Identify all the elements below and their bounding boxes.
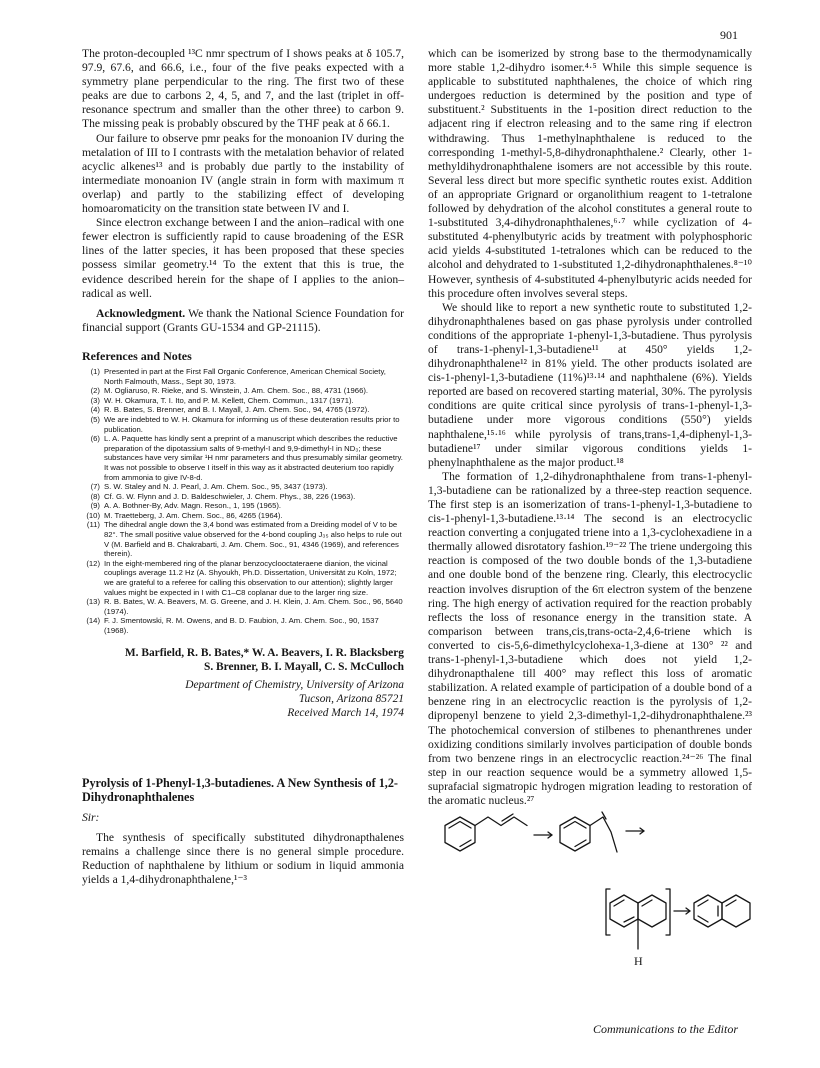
reference-item	[82, 434, 404, 482]
reference-item	[82, 396, 404, 406]
references-list	[82, 367, 404, 636]
reference-text: In the eight-membered ring of the planar benzocyclooctateraene dianion, the vicinal couplings average 11.2 Hz (A. Shyoukh, Ph.D. Dissertation, Universität zu Koln, 1972; we are grateful to a referee for calling this observation to our attention); slightly larger values might be expected in I with C1–C8 coplanar due to the larger ring size.	[104, 558, 397, 597]
article-title: Pyrolysis of 1-Phenyl-1,3-butadienes. A New Synthesis of 1,2-Dihydronaphthalenes	[82, 775, 398, 805]
paragraph: The formation of 1,2-dihydronaphthalene from trans-1-phenyl-1,3-butadiene can be rationalized by a three-step reaction sequence. The first step is an isomerization of trans-1-phenyl-1,3-butadiene to cis-1-phenyl-1,3-butadiene.¹³·¹⁴ The second is an electrocyclic reaction converting a conjugated triene into a 1,3-cyclohexadiene in a thermally allowed disrotatory fashion.¹⁹⁻²² The triene undergoing this reaction is composed of the two double bonds of the 1,3-butadiene and one double bond of the benzene ring. Clearly, this electrocyclic reaction involves disruption of the 6π electron system of the benzene ring. The high energy of activation required for the reaction probably reflects the loss of resonance energy in the transition state. A comparison between trans,cis,trans-octa-2,4,6-triene which is converted to cis-5,6-dimethylcyclohexa-1,3-diene at 130° ²² and trans-1-phenyl-1,3-butadiene which does not yield 1,2-dihydronapthalene till 400° may reflect this loss of aromatic stabilization. A related example of participation of a double bond of a benzene ring in an electrocyclic reaction is the pyrolysis of 1,2-dipropenyl benzene to yield 2,3-dimethyl-1,2-dihydronaphthalene.²³ The photochemical conversion of stilbenes to phenanthrenes under oxidizing conditions similarly involves participation of double bonds from two benzene rings in an electrocyclic reaction.²⁴⁻²⁶ The final step in our reaction sequence would be a symmetry allowed 1,5-suprafacial sigmatropic hydrogen migration leading to restoration of the aromatic nucleus.²⁷	[428, 469, 752, 807]
reference-number: (14)	[86, 616, 100, 626]
reference-item	[82, 405, 404, 415]
reference-item	[82, 492, 404, 502]
dihydronaphthalene-structure	[694, 895, 750, 927]
reference-text: A. A. Bothner-By, Adv. Magn. Reson., 1, 195 (1965).	[104, 501, 282, 511]
reference-text: M. Ogliaruso, R. Rieke, and S. Winstein, J. Am. Chem. Soc., 88, 4731 (1966).	[104, 386, 369, 396]
reference-number: (2)	[90, 386, 100, 396]
intermediate-structure	[606, 889, 670, 949]
paragraph: Our failure to observe pmr peaks for the monoanion IV during the metalation of III to I contrasts with the metalation behavior of related acyclic alkenes¹³ and is probably due partly to the instability of intermediate monoanion IV (angle strain in form with maximum π overlap) and partly to the stabilizing effect of developing homoaromaticity on the transition state between IV and I.	[82, 131, 404, 216]
authors	[82, 646, 404, 674]
paragraph: which can be isomerized by strong base to the thermodynamically more stable 1,2-dihydro isomer.⁴·⁵ While this simple sequence is applicable to substituted naphthalenes, the choice of which ring undergoes reduction is determined by the position and type of substituent.² Substituents in the 1-position direct reduction to the adjacent ring if electron releasing and to the same ring if electron withdrawing. Thus 1-methylnaphthalene is reduced to the corresponding 1-methyl-5,8-dihydronaphthalene.² Clearly, other 1-methyldihydronaphthalene isomers are not accessible by this route. Several less direct but more specific synthetic routes exist. Addition of an appropriate Grignard or organolithium reagent to 1-tetralone followed by dehydration of the alcohol constitutes a general route to 1-substituted 3,4-dihydronaphthalenes,⁶·⁷ while cyclization of 4-substituted 4-phenylbutyric acids by treatment with polyphosphoric acid yields 4-substituted 1-tetralones which can be reduced to the alcohol and dehydrated to 1-substituted 1,2-dihydronaphthalenes.⁸⁻¹⁰ However, synthesis of 4-substituted 4-phenylbutyric acids needed for this procedure often involves several steps.	[428, 47, 752, 300]
reference-number: (9)	[90, 501, 100, 511]
acknowledgment-text: We thank the National Science Foundation for financial support (Grants GU-1534 and GP-21115).	[82, 306, 404, 334]
footer-section: Communications to the Editor	[593, 1022, 738, 1036]
affiliation: Department of Chemistry, University of Arizona	[185, 678, 404, 691]
paragraph: The synthesis of specifically substituted dihydronapthalenes remains a challenge since there is no general simple procedure. Reduction of naphthalene by lithium or sodium in liquid ammonia yields a 1,4-dihydronaphthalene,¹⁻³	[82, 830, 404, 887]
reference-number: (1)	[90, 366, 100, 376]
acknowledgment-label: Acknowledgment.	[96, 306, 186, 320]
reference-item	[82, 616, 404, 635]
arrow-icon	[626, 828, 644, 834]
acknowledgment	[82, 307, 404, 335]
reference-item	[82, 367, 404, 386]
reference-number: (3)	[90, 395, 100, 405]
arrow-icon	[534, 832, 552, 838]
reference-text: The dihedral angle down the 3,4 bond was estimated from a Dreiding model of V to be 82°. The small positive value observed for the 4-bond coupling J₃₅ also helps to rule out V (M. Barfield and B. Chakrabarti, J. Am. Chem. Soc., 91, 4346 (1969), and references therein).	[104, 520, 402, 559]
references-heading: References and Notes	[82, 348, 192, 363]
reference-text: S. W. Staley and N. J. Pearl, J. Am. Chem. Soc., 95, 3437 (1973).	[104, 482, 328, 492]
reference-text: We are indebted to W. H. Okamura for informing us of these deuteration results prior to publication.	[104, 414, 400, 434]
reference-text: L. A. Paquette has kindly sent a preprint of a manuscript which describes the reductive preparation of the dipotassium salts of 9-methyl-I and 9,9-dimethyl-I in ND₃; these substances have very similar ¹H nmr parameters and thus presumably similar geometry. It was not possible to observe I itself in this way as it abstracted deuterium too rapidly from ammonia to give IV-8-d.	[104, 434, 403, 482]
reference-item	[82, 482, 404, 492]
authors-line: S. Brenner, B. I. Mayall, C. S. McCulloch	[204, 660, 404, 673]
reference-item	[82, 597, 404, 616]
reference-number: (4)	[90, 405, 100, 415]
paragraph: Since electron exchange between I and the anion–radical with one fewer electron is sufficiently rapid to cause broadening of the ESR lines of the latter species, it has been proposed that these species possess similar geometry.¹⁴ To the extent that this is true, the evidence described herein for the shape of I applies to the anion–radical as well.	[82, 216, 404, 300]
reference-item	[82, 520, 404, 558]
reference-number: (11)	[86, 520, 100, 530]
affiliation-address: Tucson, Arizona 85721	[298, 692, 404, 705]
reference-item	[82, 511, 404, 521]
reference-item	[82, 386, 404, 396]
salutation: Sir:	[82, 810, 100, 824]
paragraph: We should like to report a new synthetic route to substituted 1,2-dihydronaphthalenes based on gas phase pyrolysis under controlled conditions of the appropriate 1-phenyl-1,3-butadiene. Thus pyrolysis of trans-1-phenyl-1,3-butadiene¹¹ at 450° yields 1,2-dihydronaphthalene¹² in 81% yield. The other products isolated are cis-1-phenyl-1,3-butadiene (11%)¹³·¹⁴ and naphthalene (6%). Yields reported are based on recovered starting material, 30%. The pyrolysis conditions are quite critical since pyrolysis of trans-1-phenyl-1,3-butadiene under more vigorous conditions (550°) yields naphthalene,¹⁵·¹⁶ while pyrolysis of trans,trans-1,4-diphenyl-1,3-butadiene¹⁷ under similar vigorous conditions yields 1-phenylnaphthalene as the major product.¹⁸	[428, 300, 752, 469]
reference-number: (7)	[90, 482, 100, 492]
reference-text: R. B. Bates, S. Brenner, and B. I. Mayall, J. Am. Chem. Soc., 94, 4765 (1972).	[104, 405, 370, 415]
reference-text: F. J. Smentowski, R. M. Owens, and B. D. Faubion, J. Am. Chem. Soc., 90, 1537 (1968).	[104, 616, 379, 635]
received-date: Received March 14, 1974	[287, 706, 404, 719]
reference-item	[82, 559, 404, 597]
reference-text: W. H. Okamura, T. I. Ito, and P. M. Kellett, Chem. Commun., 1317 (1971).	[104, 395, 354, 405]
reference-number: (5)	[90, 414, 100, 424]
arrow-icon	[674, 908, 690, 914]
reference-number: (13)	[86, 597, 100, 607]
cis-phenylbutadiene-structure	[560, 812, 617, 852]
reference-item	[82, 415, 404, 434]
reference-number: (6)	[90, 434, 100, 444]
reference-text: Presented in part at the First Fall Organic Conference, American Chemical Society, North Falmouth, Mass., Sept 30, 1973.	[104, 366, 386, 386]
trans-phenylbutadiene-structure	[445, 814, 527, 851]
reference-item	[82, 501, 404, 511]
reference-number: (8)	[90, 491, 100, 501]
hydrogen-label: H	[634, 954, 643, 968]
reference-text: M. Traetteberg, J. Am. Chem. Soc., 86, 4265 (1964).	[104, 510, 283, 520]
reference-text: Cf. G. W. Flynn and J. D. Baldeschwieler, J. Chem. Phys., 38, 226 (1963).	[104, 491, 356, 501]
reference-number: (12)	[86, 558, 100, 568]
authors-line: M. Barfield, R. B. Bates,* W. A. Beavers, I. R. Blacksberg	[124, 646, 404, 659]
page-number: 901	[720, 28, 738, 42]
paragraph: The proton-decoupled ¹³C nmr spectrum of I shows peaks at δ 105.7, 97.9, 67.6, and 66.6, i.e., four of the five peaks expected with a symmetry plane perpendicular to the ring. The first two of these peaks are due to carbons 2, 4, 5, and 7, and the last (triplet in off-resonance spectrum and smaller than the other three) to carbon 9. The missing peak is probably obscured by the THF peak at δ 66.1.	[82, 47, 404, 131]
reference-number: (10)	[86, 510, 100, 520]
reference-text: R. B. Bates, W. A. Beavers, M. G. Greene, and J. H. Klein, J. Am. Chem. Soc., 96, 5640 (1974).	[104, 597, 403, 616]
left-column	[82, 47, 404, 887]
reaction-scheme	[430, 797, 752, 1027]
right-column	[428, 47, 752, 808]
